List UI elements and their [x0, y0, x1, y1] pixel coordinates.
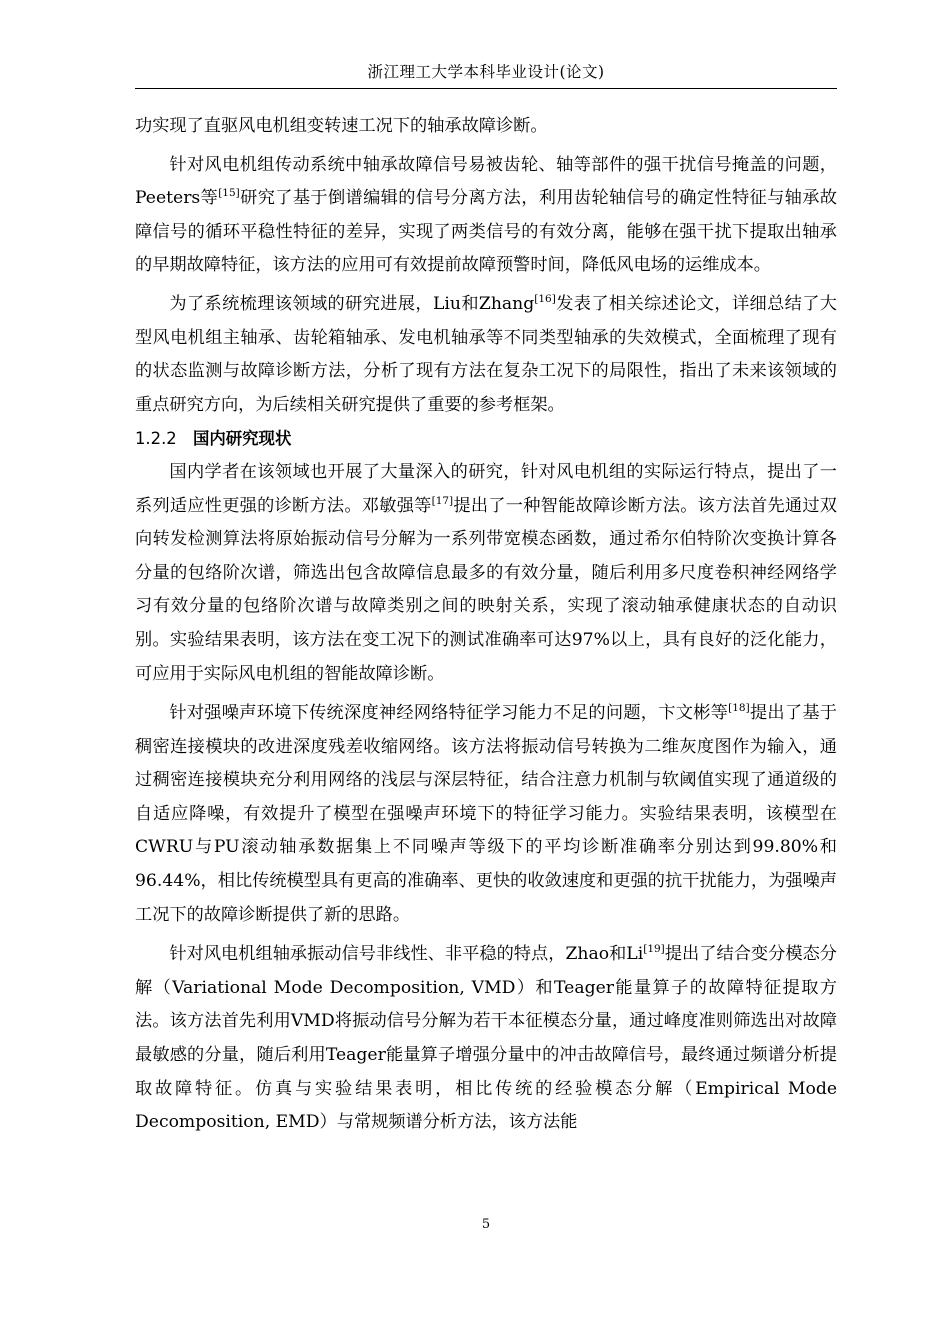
- paragraph-text: 提出了结合变分模态分解（Variational Mode Decomposition, VMD）和Teager能量算子的故障特征提取方法。该方法首先利用VMD将振动信号分解为若干本征模态分量，通过峰度准则筛选出对故障最敏感的分量，随后利用Teager能量算子增强分量中的冲击故障信号，最终通过频谱分析提取故障特征。仿真与实验结果表明，相比传统的经验模态分解（Empirical Mode Decomposition, EMD）与常规频谱分析方法，该方法能: [135, 944, 837, 1133]
- paragraph-text: 针对风电机组轴承振动信号非线性、非平稳的特点，Zhao和Li: [169, 944, 644, 965]
- citation-marker: [18]: [728, 702, 750, 715]
- paragraph-text: 为了系统梳理该领域的研究进展，Liu和Zhang: [169, 293, 535, 314]
- paragraph: [135, 456, 837, 691]
- paragraph-text: 提出了基于稠密连接模块的改进深度残差收缩网络。该方法将振动信号转换为二维灰度图作为输入，通过稠密连接模块充分利用网络的浅层与深层特征，结合注意力机制与软阈值实现了通道级的自适应降噪，有效提升了模型在强噪声环境下的特征学习能力。实验结果表明，该模型在CWRU与PU滚动轴承数据集上不同噪声等级下的平均诊断准确率分别达到99.80%和96.44%，相比传统模型具有更高的准确率、更快的收敛速度和更强的抗干扰能力，为强噪声工况下的故障诊断提供了新的思路。: [135, 703, 837, 925]
- paragraph-text: 针对强噪声环境下传统深度神经网络特征学习能力不足的问题，卞文彬等: [169, 703, 729, 724]
- running-header: 浙江理工大学本科毕业设计(论文): [367, 63, 605, 81]
- section-number: 1.2.2: [135, 429, 177, 449]
- citation-marker: [16]: [534, 292, 556, 305]
- paragraph-text: 提出了一种智能故障诊断方法。该方法首先通过双向转发检测算法将原始振动信号分解为一系列带宽模态函数，通过希尔伯特阶次变换计算各分量的包络阶次谱，筛选出包含故障信息最多的有效分量，随后利用多尺度卷积神经网络学习有效分量的包络阶次谱与故障类别之间的映射关系，实现了滚动轴承健康状态的自动识别。实验结果表明，该方法在变工况下的测试准确率可达97%以上，具有良好的泛化能力，可应用于实际风电机组的智能故障诊断。: [135, 495, 837, 684]
- section-heading: [135, 422, 837, 456]
- section-title: 国内研究现状: [193, 429, 292, 449]
- citation-marker: [17]: [431, 494, 454, 507]
- paragraph-text: 针对风电机组传动系统中轴承故障信号易被齿轮、轴等部件的强干扰信号掩盖的问题，Peeters等: [135, 154, 837, 209]
- paragraph-text: 国内学者在该领域也开展了大量深入的研究，针对风电机组的实际运行特点，提出了一系列适应性更强的诊断方法。邓敏强等: [135, 461, 837, 516]
- paragraph-text: 功实现了直驱风电机组变转速工况下的轴承故障诊断。: [135, 116, 548, 136]
- citation-marker: [19]: [643, 943, 665, 956]
- paragraph: [135, 110, 837, 144]
- citation-marker: [15]: [218, 187, 240, 200]
- page-body: [135, 110, 837, 1140]
- paragraph: [135, 697, 837, 932]
- paragraph-text: 研究了基于倒谱编辑的信号分离方法，利用齿轮轴信号的确定性特征与轴承故障信号的循环平稳性特征的差异，实现了两类信号的有效分离，能够在强干扰下提取出轴承的早期故障特征，该方法的应用可有效提前故障预警时间，降低风电场的运维成本。: [135, 188, 837, 276]
- paragraph-text: 发表了相关综述论文，详细总结了大型风电机组主轴承、齿轮箱轴承、发电机轴承等不同类型轴承的失效模式，全面梳理了现有的状态监测与故障诊断方法，分析了现有方法在复杂工况下的局限性，指出了未来该领域的重点研究方向，为后续相关研究提供了重要的参考框架。: [135, 293, 837, 415]
- paragraph: [135, 938, 837, 1140]
- paragraph: [135, 288, 837, 422]
- page-number: 5: [481, 1217, 491, 1232]
- header-rule: [135, 88, 837, 89]
- paragraph: [135, 149, 837, 283]
